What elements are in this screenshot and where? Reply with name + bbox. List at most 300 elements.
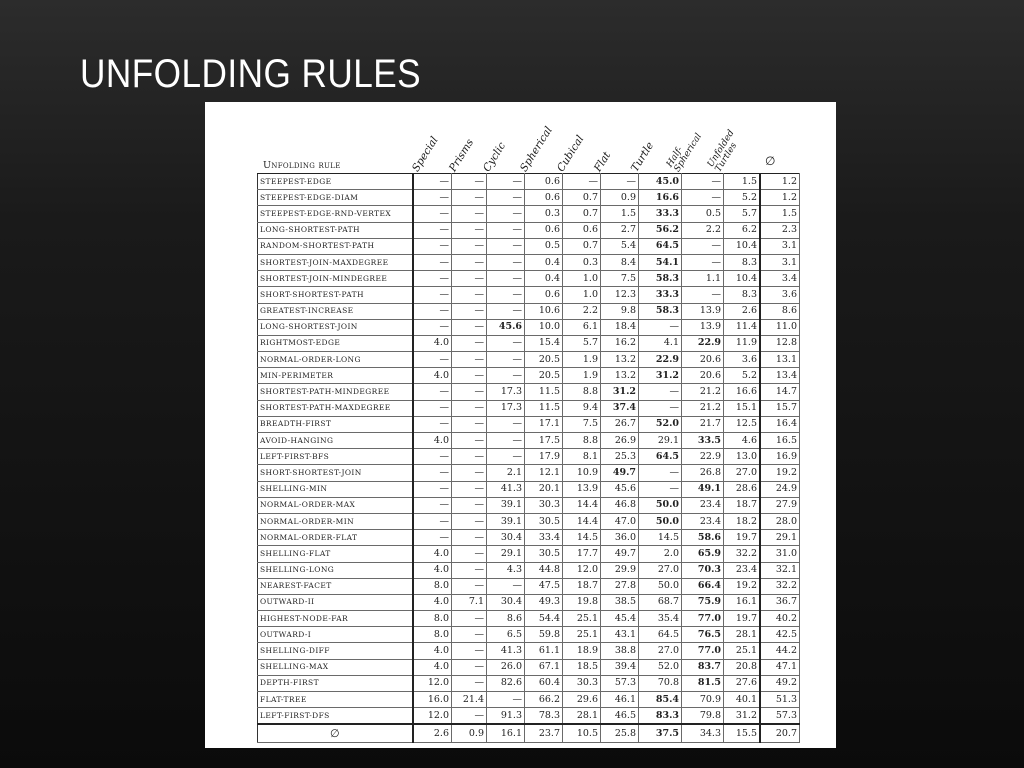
table-cell: 18.7 <box>724 497 761 513</box>
table-cell: 26.0 <box>487 659 525 675</box>
table-cell: — <box>487 174 525 190</box>
table-cell: 12.5 <box>724 416 761 432</box>
table-cell: 8.0 <box>413 611 452 627</box>
table-cell: 16.0 <box>413 692 452 708</box>
table-cell: 0.7 <box>563 206 601 222</box>
table-cell: 16.2 <box>601 335 639 351</box>
table-cell: — <box>452 449 487 465</box>
table-cell: 8.3 <box>724 254 761 270</box>
table-cell: 8.1 <box>563 449 601 465</box>
table-cell: — <box>452 287 487 303</box>
table-cell: 49.7 <box>601 546 639 562</box>
table-cell: 7.5 <box>601 271 639 287</box>
table-cell: 38.8 <box>601 643 639 659</box>
table-cell: 5.4 <box>601 238 639 254</box>
table-cell: 58.6 <box>682 530 724 546</box>
table-cell: — <box>639 319 682 335</box>
table-cell: — <box>487 335 525 351</box>
table-cell: 1.5 <box>760 206 800 222</box>
table-cell: 32.2 <box>760 578 800 594</box>
table-cell: 57.3 <box>601 675 639 691</box>
table-cell: 23.4 <box>682 497 724 513</box>
table-cell: 18.2 <box>724 513 761 529</box>
table-cell: — <box>487 238 525 254</box>
table-cell: 11.4 <box>724 319 761 335</box>
table-cell: 81.5 <box>682 675 724 691</box>
table-cell: 32.2 <box>724 546 761 562</box>
table-cell: 13.4 <box>760 368 800 384</box>
rule-name: FLAT-TREE <box>258 692 414 708</box>
table-cell: 2.2 <box>682 222 724 238</box>
table-row <box>258 319 800 335</box>
table-cell: — <box>487 287 525 303</box>
table-cell: 6.1 <box>563 319 601 335</box>
table-cell: 4.0 <box>413 433 452 449</box>
table-cell: — <box>487 433 525 449</box>
table-cell: 1.1 <box>682 271 724 287</box>
table-cell: 85.4 <box>639 692 682 708</box>
rule-name: SHORTEST-PATH-MAXDEGREE <box>258 400 414 416</box>
table-cell: 45.6 <box>601 481 639 497</box>
table-cell: 16.6 <box>724 384 761 400</box>
table-cell: — <box>452 497 487 513</box>
table-cell: 0.6 <box>525 287 563 303</box>
table-row <box>258 497 800 513</box>
table-cell: 76.5 <box>682 627 724 643</box>
table-cell: 2.6 <box>724 303 761 319</box>
table-cell: 33.3 <box>639 287 682 303</box>
table-cell: 27.9 <box>760 497 800 513</box>
table-cell: 0.6 <box>525 190 563 206</box>
table-cell: — <box>413 303 452 319</box>
table-cell: — <box>413 481 452 497</box>
table-cell: 8.0 <box>413 578 452 594</box>
rule-name: STEEPEST-EDGE-DIAM <box>258 190 414 206</box>
table-cell: 36.0 <box>601 530 639 546</box>
table-cell: 70.8 <box>639 675 682 691</box>
table-cell: 6.5 <box>487 627 525 643</box>
table-cell: — <box>639 384 682 400</box>
table-row <box>258 481 800 497</box>
rule-name: RANDOM-SHORTEST-PATH <box>258 238 414 254</box>
table-cell: 8.3 <box>724 287 761 303</box>
table-cell: 26.7 <box>601 416 639 432</box>
table-cell: 8.8 <box>563 433 601 449</box>
table-cell: 0.4 <box>525 254 563 270</box>
table-cell: 46.1 <box>601 692 639 708</box>
table-cell: 17.7 <box>563 546 601 562</box>
table-cell: 21.2 <box>682 384 724 400</box>
table-cell: 42.5 <box>760 627 800 643</box>
table-cell: 27.0 <box>724 465 761 481</box>
table-cell: 0.7 <box>563 238 601 254</box>
table-cell: 16.9 <box>760 449 800 465</box>
table-cell: 2.6 <box>413 724 452 743</box>
table-cell: 27.0 <box>639 643 682 659</box>
table-row <box>258 594 800 610</box>
table-cell: 14.5 <box>639 530 682 546</box>
table-cell: — <box>452 627 487 643</box>
rule-name: AVOID-HANGING <box>258 433 414 449</box>
rule-name: LEFT-FIRST-BFS <box>258 449 414 465</box>
table-cell: 56.2 <box>639 222 682 238</box>
table-cell: 17.1 <box>525 416 563 432</box>
table-row <box>258 708 800 725</box>
table-cell: 23.4 <box>682 513 724 529</box>
table-cell: 4.0 <box>413 594 452 610</box>
table-cell: 1.9 <box>563 368 601 384</box>
rule-name: DEPTH-FIRST <box>258 675 414 691</box>
table-cell: 6.2 <box>724 222 761 238</box>
table-cell: 13.9 <box>682 303 724 319</box>
table-cell: 18.7 <box>563 578 601 594</box>
table-cell: — <box>413 190 452 206</box>
table-cell: — <box>452 611 487 627</box>
table-cell: 0.9 <box>601 190 639 206</box>
table-cell: — <box>413 400 452 416</box>
table-cell: — <box>413 497 452 513</box>
table-cell: 33.4 <box>525 530 563 546</box>
table-cell: 17.3 <box>487 384 525 400</box>
table-row <box>258 659 800 675</box>
table-cell: 59.8 <box>525 627 563 643</box>
table-cell: 20.7 <box>760 724 800 743</box>
table-cell: 0.5 <box>525 238 563 254</box>
table-cell: — <box>452 481 487 497</box>
table-cell: 11.9 <box>724 335 761 351</box>
rule-column-header: Unfolding rule <box>263 160 341 171</box>
table-cell: — <box>452 335 487 351</box>
table-cell: — <box>487 271 525 287</box>
table-cell: 0.5 <box>682 206 724 222</box>
table-cell: 49.1 <box>682 481 724 497</box>
table-cell: 51.3 <box>760 692 800 708</box>
table-cell: 20.6 <box>682 368 724 384</box>
table-cell: 43.1 <box>601 627 639 643</box>
table-cell: 30.3 <box>563 675 601 691</box>
table-cell: 60.4 <box>525 675 563 691</box>
table-cell: 27.8 <box>601 578 639 594</box>
table-cell: 17.9 <box>525 449 563 465</box>
table-row <box>258 513 800 529</box>
table-cell: 13.0 <box>724 449 761 465</box>
table-row <box>258 335 800 351</box>
table-row <box>258 611 800 627</box>
table-cell: 44.8 <box>525 562 563 578</box>
table-cell: 10.0 <box>525 319 563 335</box>
table-row <box>258 675 800 691</box>
table-cell: 29.6 <box>563 692 601 708</box>
table-cell: 1.9 <box>563 352 601 368</box>
table-cell: — <box>682 190 724 206</box>
table-cell: 2.0 <box>639 546 682 562</box>
table-cell: 28.1 <box>563 708 601 725</box>
rule-name: STEEPEST-EDGE-RND-VERTEX <box>258 206 414 222</box>
table-cell: 8.4 <box>601 254 639 270</box>
table-cell: 4.0 <box>413 659 452 675</box>
table-cell: 10.5 <box>563 724 601 743</box>
table-cell: — <box>639 465 682 481</box>
table-cell: 8.6 <box>487 611 525 627</box>
slide-title: UNFOLDING RULES <box>80 52 422 96</box>
table-cell: 1.0 <box>563 287 601 303</box>
table-cell: 0.4 <box>525 271 563 287</box>
table-cell: — <box>413 206 452 222</box>
table-cell: 64.5 <box>639 449 682 465</box>
table-cell: 8.6 <box>760 303 800 319</box>
table-cell: 2.1 <box>487 465 525 481</box>
table-cell: — <box>452 319 487 335</box>
table-cell: 5.2 <box>724 190 761 206</box>
table-cell: 10.9 <box>563 465 601 481</box>
table-cell: — <box>413 352 452 368</box>
table-cell: 78.3 <box>525 708 563 725</box>
table-cell: — <box>413 254 452 270</box>
table-cell: 41.3 <box>487 643 525 659</box>
table-cell: 45.0 <box>639 174 682 190</box>
table-cell: — <box>682 287 724 303</box>
table-cell: 1.2 <box>760 174 800 190</box>
column-header: Spherical <box>517 124 555 174</box>
table-cell: — <box>487 352 525 368</box>
table-cell: — <box>682 174 724 190</box>
table-cell: 22.9 <box>682 449 724 465</box>
table-cell: 12.8 <box>760 335 800 351</box>
table-cell: — <box>452 352 487 368</box>
rule-name: SHORT-SHORTEST-JOIN <box>258 465 414 481</box>
table-cell: — <box>413 513 452 529</box>
rule-name: RIGHTMOST-EDGE <box>258 335 414 351</box>
table-cell: 91.3 <box>487 708 525 725</box>
table-cell: 18.9 <box>563 643 601 659</box>
table-cell: 12.0 <box>563 562 601 578</box>
table-cell: 46.5 <box>601 708 639 725</box>
table-cell: — <box>413 465 452 481</box>
table-cell: 44.2 <box>760 643 800 659</box>
table-row <box>258 400 800 416</box>
rule-name: LEFT-FIRST-DFS <box>258 708 414 725</box>
table-cell: 17.3 <box>487 400 525 416</box>
table-cell: 13.1 <box>760 352 800 368</box>
table-cell: 21.4 <box>452 692 487 708</box>
table-cell: 23.7 <box>525 724 563 743</box>
table-row <box>258 254 800 270</box>
rule-name: HIGHEST-NODE-FAR <box>258 611 414 627</box>
table-cell: 20.8 <box>724 659 761 675</box>
table-cell: 15.7 <box>760 400 800 416</box>
table-cell: 0.6 <box>563 222 601 238</box>
table-cell: 29.1 <box>760 530 800 546</box>
table-row <box>258 174 800 190</box>
table-cell: 25.8 <box>601 724 639 743</box>
table-cell: 15.4 <box>525 335 563 351</box>
table-row <box>258 384 800 400</box>
table-cell: — <box>413 530 452 546</box>
rule-name: STEEPEST-EDGE <box>258 174 414 190</box>
table-cell: 77.0 <box>682 643 724 659</box>
table-cell: 13.9 <box>682 319 724 335</box>
table-row <box>258 416 800 432</box>
rule-name: SHELLING-DIFF <box>258 643 414 659</box>
table-row <box>258 546 800 562</box>
table-cell: — <box>452 174 487 190</box>
table-cell: — <box>452 368 487 384</box>
table-cell: 22.9 <box>639 352 682 368</box>
rule-name: SHORT-SHORTEST-PATH <box>258 287 414 303</box>
table-cell: 2.2 <box>563 303 601 319</box>
table-cell: 7.1 <box>452 594 487 610</box>
table-cell: 7.5 <box>563 416 601 432</box>
table-cell: 19.2 <box>760 465 800 481</box>
table-cell: 25.1 <box>563 627 601 643</box>
table-cell: 26.8 <box>682 465 724 481</box>
table-cell: 20.1 <box>525 481 563 497</box>
rule-name: MIN-PERIMETER <box>258 368 414 384</box>
table-cell: 12.1 <box>525 465 563 481</box>
table-cell: 46.8 <box>601 497 639 513</box>
table-cell: 70.3 <box>682 562 724 578</box>
table-cell: 68.7 <box>639 594 682 610</box>
table-cell: 49.7 <box>601 465 639 481</box>
table-cell: 15.1 <box>724 400 761 416</box>
table-cell: 64.5 <box>639 238 682 254</box>
table-cell: 16.1 <box>487 724 525 743</box>
table-cell: — <box>487 303 525 319</box>
table-cell: 16.5 <box>760 433 800 449</box>
table-cell: 19.8 <box>563 594 601 610</box>
table-cell: — <box>487 368 525 384</box>
rule-name: NORMAL-ORDER-MIN <box>258 513 414 529</box>
table-cell: — <box>452 303 487 319</box>
table-cell: — <box>487 254 525 270</box>
table-cell: 8.0 <box>413 627 452 643</box>
table-cell: 39.1 <box>487 513 525 529</box>
table-cell: 17.5 <box>525 433 563 449</box>
table-cell: 14.5 <box>563 530 601 546</box>
table-cell: — <box>413 174 452 190</box>
table-cell: 4.0 <box>413 546 452 562</box>
table-cell: 8.8 <box>563 384 601 400</box>
table-cell: 2.7 <box>601 222 639 238</box>
table-cell: 29.9 <box>601 562 639 578</box>
table-row <box>258 627 800 643</box>
rule-name: BREADTH-FIRST <box>258 416 414 432</box>
table-cell: 14.4 <box>563 497 601 513</box>
table-cell: 0.3 <box>563 254 601 270</box>
table-cell: 14.7 <box>760 384 800 400</box>
table-cell: 41.3 <box>487 481 525 497</box>
table-cell: 9.8 <box>601 303 639 319</box>
table-cell: — <box>452 513 487 529</box>
table-cell: — <box>413 222 452 238</box>
table-cell: 16.1 <box>724 594 761 610</box>
table-cell: 1.5 <box>724 174 761 190</box>
table-row <box>258 530 800 546</box>
table-cell: — <box>487 692 525 708</box>
column-header: Cubical <box>554 133 587 174</box>
table-cell: 4.0 <box>413 562 452 578</box>
table-cell: 37.5 <box>639 724 682 743</box>
table-cell: 16.6 <box>639 190 682 206</box>
column-header: Half-Spherical <box>664 131 705 174</box>
table-row <box>258 562 800 578</box>
rule-name: LONG-SHORTEST-JOIN <box>258 319 414 335</box>
table-cell: 65.9 <box>682 546 724 562</box>
table-cell: 30.5 <box>525 513 563 529</box>
table-cell: — <box>452 384 487 400</box>
table-cell: 79.8 <box>682 708 724 725</box>
table-cell: — <box>452 254 487 270</box>
table-cell: 40.2 <box>760 611 800 627</box>
table-cell: 45.4 <box>601 611 639 627</box>
table-cell: 75.9 <box>682 594 724 610</box>
table-cell: — <box>487 222 525 238</box>
table-cell: — <box>563 174 601 190</box>
table-cell: 11.5 <box>525 400 563 416</box>
table-cell: 52.0 <box>639 659 682 675</box>
table-row <box>258 433 800 449</box>
table-cell: — <box>452 675 487 691</box>
table-cell: 12.0 <box>413 708 452 725</box>
column-header: Special <box>409 134 441 174</box>
table-cell: 35.4 <box>639 611 682 627</box>
table-cell: — <box>452 643 487 659</box>
table-cell: 3.1 <box>760 238 800 254</box>
table-cell: 16.4 <box>760 416 800 432</box>
table-row <box>258 465 800 481</box>
table-cell: — <box>452 416 487 432</box>
table-cell: — <box>452 400 487 416</box>
rule-name: SHELLING-MIN <box>258 481 414 497</box>
table-row <box>258 222 800 238</box>
table-cell: 3.6 <box>760 287 800 303</box>
table-cell: 37.4 <box>601 400 639 416</box>
rule-name: OUTWARD-II <box>258 594 414 610</box>
table-cell: 10.6 <box>525 303 563 319</box>
table-cell: 4.3 <box>487 562 525 578</box>
table-cell: 4.0 <box>413 643 452 659</box>
table-cell: 39.1 <box>487 497 525 513</box>
table-cell: — <box>682 254 724 270</box>
table-cell: 34.3 <box>682 724 724 743</box>
table-cell: 28.6 <box>724 481 761 497</box>
table-cell: 5.7 <box>724 206 761 222</box>
rule-name: NORMAL-ORDER-MAX <box>258 497 414 513</box>
table-cell: — <box>413 238 452 254</box>
column-header: Turtle <box>628 140 657 174</box>
rule-name: SHORTEST-JOIN-MAXDEGREE <box>258 254 414 270</box>
average-row <box>258 724 800 743</box>
table-cell: 40.1 <box>724 692 761 708</box>
column-header: Flat <box>591 149 614 174</box>
table-cell: — <box>639 481 682 497</box>
table-cell: 54.4 <box>525 611 563 627</box>
table-cell: 31.2 <box>639 368 682 384</box>
table-cell: — <box>452 271 487 287</box>
table-cell: — <box>487 416 525 432</box>
table-cell: 1.2 <box>760 190 800 206</box>
table-cell: — <box>413 449 452 465</box>
table-cell: 31.2 <box>724 708 761 725</box>
rule-name: NORMAL-ORDER-FLAT <box>258 530 414 546</box>
table-cell: 5.7 <box>563 335 601 351</box>
table-cell: — <box>487 206 525 222</box>
table-cell: 11.0 <box>760 319 800 335</box>
average-symbol: ∅ <box>258 724 414 743</box>
table-cell: — <box>639 400 682 416</box>
table-cell: 25.3 <box>601 449 639 465</box>
table-cell: 27.0 <box>639 562 682 578</box>
